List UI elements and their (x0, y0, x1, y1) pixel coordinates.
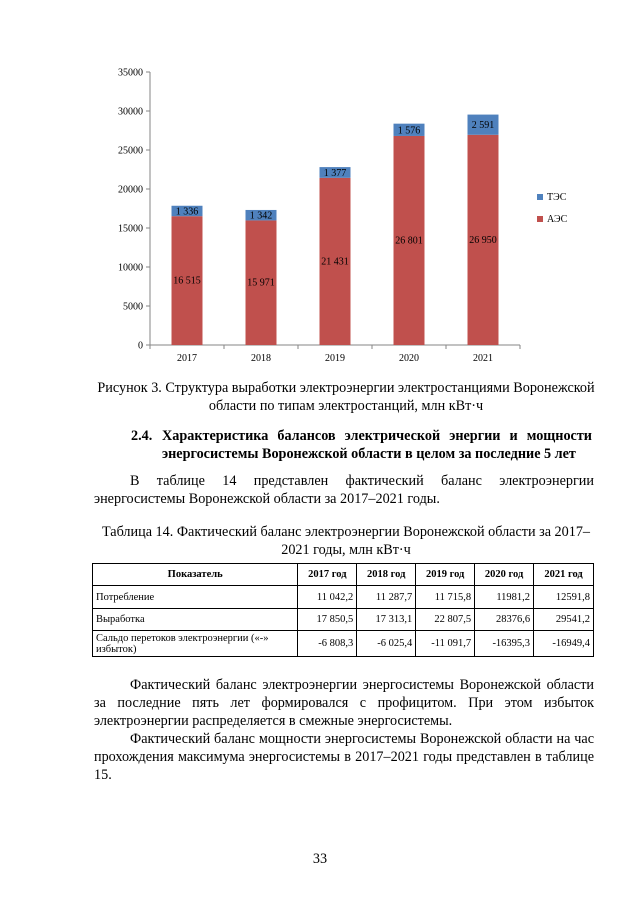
table-row (93, 609, 594, 631)
y-tick-label: 30000 (118, 106, 143, 118)
table-cell: 12591,8 (534, 586, 594, 609)
section-title-line1: Характеристика балансов электрической энергии и мощности (162, 428, 592, 444)
section-heading (131, 427, 592, 463)
legend-label: ТЭС (547, 192, 567, 203)
table-cell: 11981,2 (475, 586, 534, 609)
data-label-tes-2021: 2 591 (471, 120, 495, 132)
y-tick-label: 25000 (118, 145, 143, 157)
data-label-tes-2018: 1 342 (249, 210, 273, 222)
data-label-tes-2020: 1 576 (397, 125, 421, 137)
table-cell: 11 287,7 (357, 586, 416, 609)
paragraph-power (94, 730, 594, 784)
data-label-tes-2019: 1 377 (323, 167, 347, 179)
header-indicator: Показатель (93, 564, 298, 586)
y-tick-label: 5000 (123, 301, 143, 313)
x-tick-label: 2021 (473, 353, 493, 364)
y-tick-label: 15000 (118, 223, 143, 235)
header-2020: 2020 год (475, 564, 534, 586)
data-label-aes-2021: 26 950 (469, 234, 497, 246)
data-label-aes-2017: 16 515 (173, 275, 201, 287)
header-2021: 2021 год (534, 564, 594, 586)
table-cell: -11 091,7 (416, 631, 475, 657)
paragraph-profit-text: Фактический баланс электроэнергии энергосистемы Воронежской области за последние пять лет формировался с профицитом. При этом избыток электроэнергии распределяется в смежные энергосистемы. (94, 677, 594, 729)
x-tick-label: 2019 (325, 353, 345, 364)
table-cell: 28376,6 (475, 609, 534, 631)
data-label-tes-2017: 1 336 (175, 206, 199, 218)
generation-structure-chart (95, 60, 605, 370)
header-2017: 2017 год (298, 564, 357, 586)
y-tick-label: 20000 (118, 184, 143, 196)
table-cell: 22 807,5 (416, 609, 475, 631)
paragraph-intro-text: В таблице 14 представлен фактический баланс электроэнергии энергосистемы Воронежской области за 2017–2021 годы. (94, 473, 594, 507)
table-cell: 17 850,5 (298, 609, 357, 631)
row-label: Выработка (93, 609, 298, 631)
x-tick-label: 2017 (177, 353, 197, 364)
page-number: 33 (312, 851, 328, 867)
data-label-aes-2019: 21 431 (321, 256, 349, 268)
paragraph-power-text: Фактический баланс мощности энергосистемы Воронежской области на час прохождения максимума энергосистемы в 2017–2021 годы представлен в таблице 15. (94, 731, 594, 783)
table-cell: 29541,2 (534, 609, 594, 631)
table-caption: Таблица 14. Фактический баланс электроэнергии Воронежской области за 2017–2021 годы, млн кВт·ч (101, 524, 591, 558)
y-tick-label: 35000 (118, 67, 143, 79)
table-cell: 17 313,1 (357, 609, 416, 631)
y-tick-label: 0 (138, 340, 143, 352)
section-title-line2: энергосистемы Воронежской области в целом за последние 5 лет (162, 446, 576, 462)
row-label: Потребление (93, 586, 298, 609)
legend-swatch-АЭС (537, 216, 543, 222)
data-label-aes-2018: 15 971 (247, 277, 275, 289)
x-tick-label: 2020 (399, 353, 419, 364)
row-label: Сальдо перетоков электроэнергии («-» избыток) (93, 631, 298, 657)
header-2018: 2018 год (357, 564, 416, 586)
table-cell: -6 808,3 (298, 631, 357, 657)
table-cell: 11 042,2 (298, 586, 357, 609)
table-cell: 11 715,8 (416, 586, 475, 609)
table-cell: -16949,4 (534, 631, 594, 657)
table-cell: -16395,3 (475, 631, 534, 657)
paragraph-intro (94, 472, 594, 508)
table-row (93, 586, 594, 609)
balance-table (92, 563, 594, 657)
figure-caption: Рисунок 3. Структура выработки электроэнергии электростанциями Воронежской области по типам электростанций, млн кВт·ч (97, 380, 595, 414)
paragraph-profit (94, 676, 594, 730)
y-tick-label: 10000 (118, 262, 143, 274)
table-header-row (93, 564, 594, 586)
header-2019: 2019 год (416, 564, 475, 586)
table-cell: -6 025,4 (357, 631, 416, 657)
data-label-aes-2020: 26 801 (395, 235, 423, 247)
table-row (93, 631, 594, 657)
section-number: 2.4. (131, 428, 153, 444)
legend-label: АЭС (547, 214, 568, 225)
legend-swatch-ТЭС (537, 194, 543, 200)
x-tick-label: 2018 (251, 353, 271, 364)
